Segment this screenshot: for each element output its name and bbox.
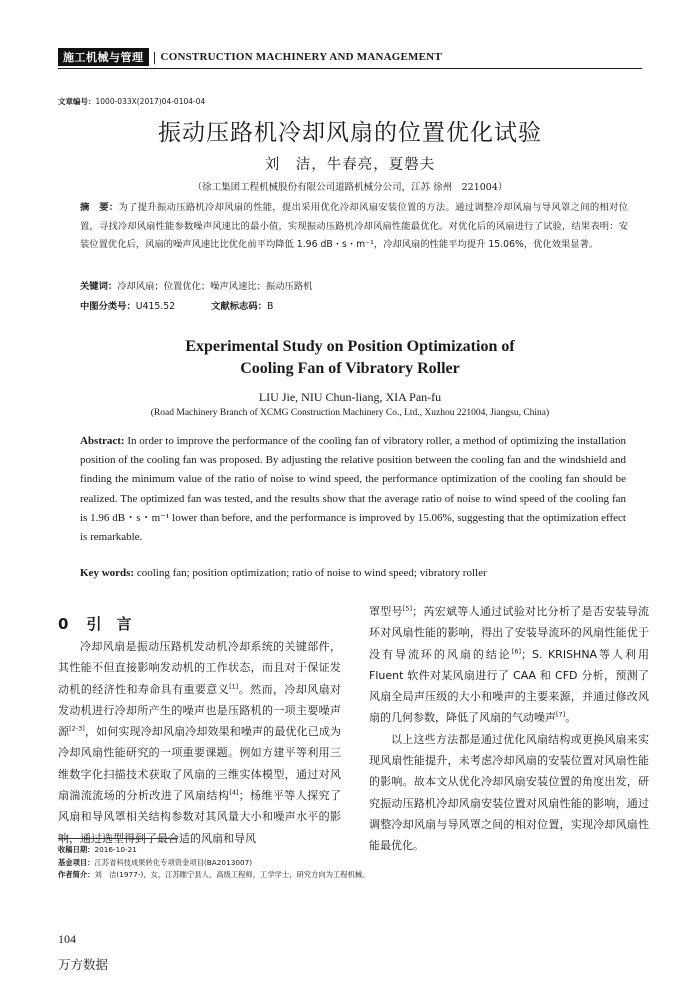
- abstract-cn-label: 摘 要：: [80, 202, 119, 213]
- body-column-right: [369, 601, 649, 857]
- section-heading: [58, 613, 131, 634]
- keywords-cn-text: 冷却风扇；位置优化；噪声风速比；振动压路机: [117, 281, 313, 292]
- article-number-label: 文章编号：: [58, 97, 96, 106]
- body-paragraph: 以上这些方法都是通过优化风扇结构或更换风扇来实现风扇性能提升，未考虑冷却风扇的安装位置对风扇性能的影响。故本文从优化冷却风扇安装位置的角度出发，研究振动压路机冷却风扇安装位置对风扇性能的影响，通过调整冷却风扇与导风罩之间的相对位置，实现冷却风扇性能最优化。: [369, 732, 649, 853]
- keywords-en-label: Key words:: [80, 567, 135, 579]
- citation-ref[interactable]: [2-3]: [69, 724, 85, 733]
- author-bio: 作者简介：刘 洁(1977-)，女，江苏睢宁县人，高级工程师，工学学士，研究方向为工程机械。: [58, 870, 370, 879]
- authors-en: LIU Jie, NIU Chun-liang, XIA Pan-fu: [258, 390, 442, 404]
- fund-project: 基金项目：江苏省科技成果转化专项资金项目(BA2013007): [58, 857, 253, 867]
- classification-cn: [80, 298, 628, 312]
- citation-ref[interactable]: [6]: [511, 646, 522, 655]
- section-title: 引 言: [86, 615, 132, 633]
- keywords-cn-label: 关键词：: [80, 281, 118, 292]
- abstract-en-text: In order to improve the performance of the cooling fan of vibratory roller, a method of optimizing the installation position of the cooling fan was proposed. By adjusting the relative position between the cooling fan and the windshield and finding the minimum value of the ratio of noise to wind speed, the performance optimization of the cooling fan should be realized. The optimized fan was tested, and the results show that the average ratio of noise to wind speed of the cooling fan is 1.96 dB・s・m⁻¹ lower than before, and the performance is improved by 15.06%, suggesting that the optimization effect is remarkable.: [80, 435, 626, 544]
- body-paragraph: 罩型号[5]；芮宏斌等人通过试验对比分析了是否安装导流环对风扇性能的影响，得出了安装导流环的风扇性能优于没有导流环的风扇的结论[6]；S. KRISHNA等人利用 Fluent 软件对某风扇进行了 CAA 和 CFD 分析，预测了风扇全局声压级的大小和噪声的主要来源，并通过修改风扇的几何参数，降低了风扇的气动噪声[7]。: [369, 604, 650, 725]
- footnotes: [58, 844, 369, 882]
- citation-ref[interactable]: [5]: [402, 604, 413, 613]
- clc-value: U415.52: [135, 301, 176, 312]
- footnote-rule: [58, 838, 178, 839]
- journal-name-cn: 施工机械与管理: [58, 48, 149, 66]
- citation-ref[interactable]: [4]: [229, 788, 239, 797]
- abstract-cn-text: 为了提升振动压路机冷却风扇的性能，提出采用优化冷却风扇安装位置的方法。通过调整冷却风扇与导风罩之间的相对位置，寻找冷却风扇性能参数噪声风速比的最小值，实现振动压路机冷却风扇性能最优化。对优化后的风扇进行了试验，结果表明：安装位置优化后，风扇的噪声风速比比优化前平均降低 1.96 dB・s・m⁻¹，冷却风扇的性能平均提升 15.06%，优化效果显著。: [80, 202, 628, 251]
- header-rule: [58, 68, 642, 69]
- body-paragraph: 冷却风扇是振动压路机发动机冷却系统的关键部件，其性能不但直接影响发动机的工作状态，而且对于保证发动机的经济性和寿命具有重要意义[1]。然而，冷却风扇对发动机进行冷却所产生的噪声也是压路机的一项主要噪声源[2-3]，如何实现冷却风扇冷却效果和噪声的最优化已成为冷却风扇性能研究的一项重要课题。例如方建平等利用三维数字化扫描技术获取了风扇的三维实体模型，通过对风扇湍流流场的分析改进了风扇结构[4]；杨维平等人探究了风扇和导风罩相关结构参数对其风量大小和噪声水平的影响，通过选型得到了最合适的风扇和导风: [58, 640, 342, 845]
- title-cn: 振动压路机冷却风扇的位置优化试验: [158, 120, 542, 146]
- clc-label: 中图分类号：: [80, 301, 136, 312]
- title-en-line2: Cooling Fan of Vibratory Roller: [240, 360, 460, 377]
- article-number: [58, 96, 205, 107]
- keywords-cn: [80, 278, 628, 292]
- watermark: 万方数据: [58, 957, 109, 972]
- keywords-en: [80, 567, 626, 579]
- body-column-left: [58, 636, 341, 849]
- received-date: 收稿日期：2016-10-21: [58, 845, 137, 854]
- citation-ref[interactable]: [7]: [556, 710, 566, 719]
- affiliation-cn: （徐工集团工程机械股份有限公司道路机械分公司，江苏 徐州 221004）: [192, 182, 508, 193]
- header-separator: |: [152, 50, 157, 64]
- authors-cn: 刘 洁，牛春亮，夏磐夫: [264, 157, 436, 173]
- abstract-en-label: Abstract:: [80, 435, 125, 447]
- abstract-cn: [80, 199, 628, 255]
- abstract-en: [80, 432, 626, 547]
- doc-code-label: 文献标志码：: [211, 301, 267, 312]
- title-en: [0, 336, 700, 380]
- citation-ref[interactable]: [1]: [229, 681, 239, 690]
- doc-code-value: B: [266, 301, 274, 312]
- keywords-en-text: cooling fan; position optimization; ratio of noise to wind speed; vibratory roller: [136, 567, 487, 579]
- page-number: 104: [58, 932, 76, 946]
- section-number: 0: [58, 615, 69, 633]
- affiliation-en: (Road Machinery Branch of XCMG Construction Machinery Co., Ltd., Xuzhou 221004, Jiangsu, China): [150, 408, 550, 418]
- article-number-value: 1000-033X(2017)04-0104-04: [95, 97, 206, 106]
- journal-header: [58, 48, 442, 66]
- journal-name-en: CONSTRUCTION MACHINERY AND MANAGEMENT: [160, 51, 442, 63]
- title-en-line1: Experimental Study on Position Optimization of: [185, 338, 515, 355]
